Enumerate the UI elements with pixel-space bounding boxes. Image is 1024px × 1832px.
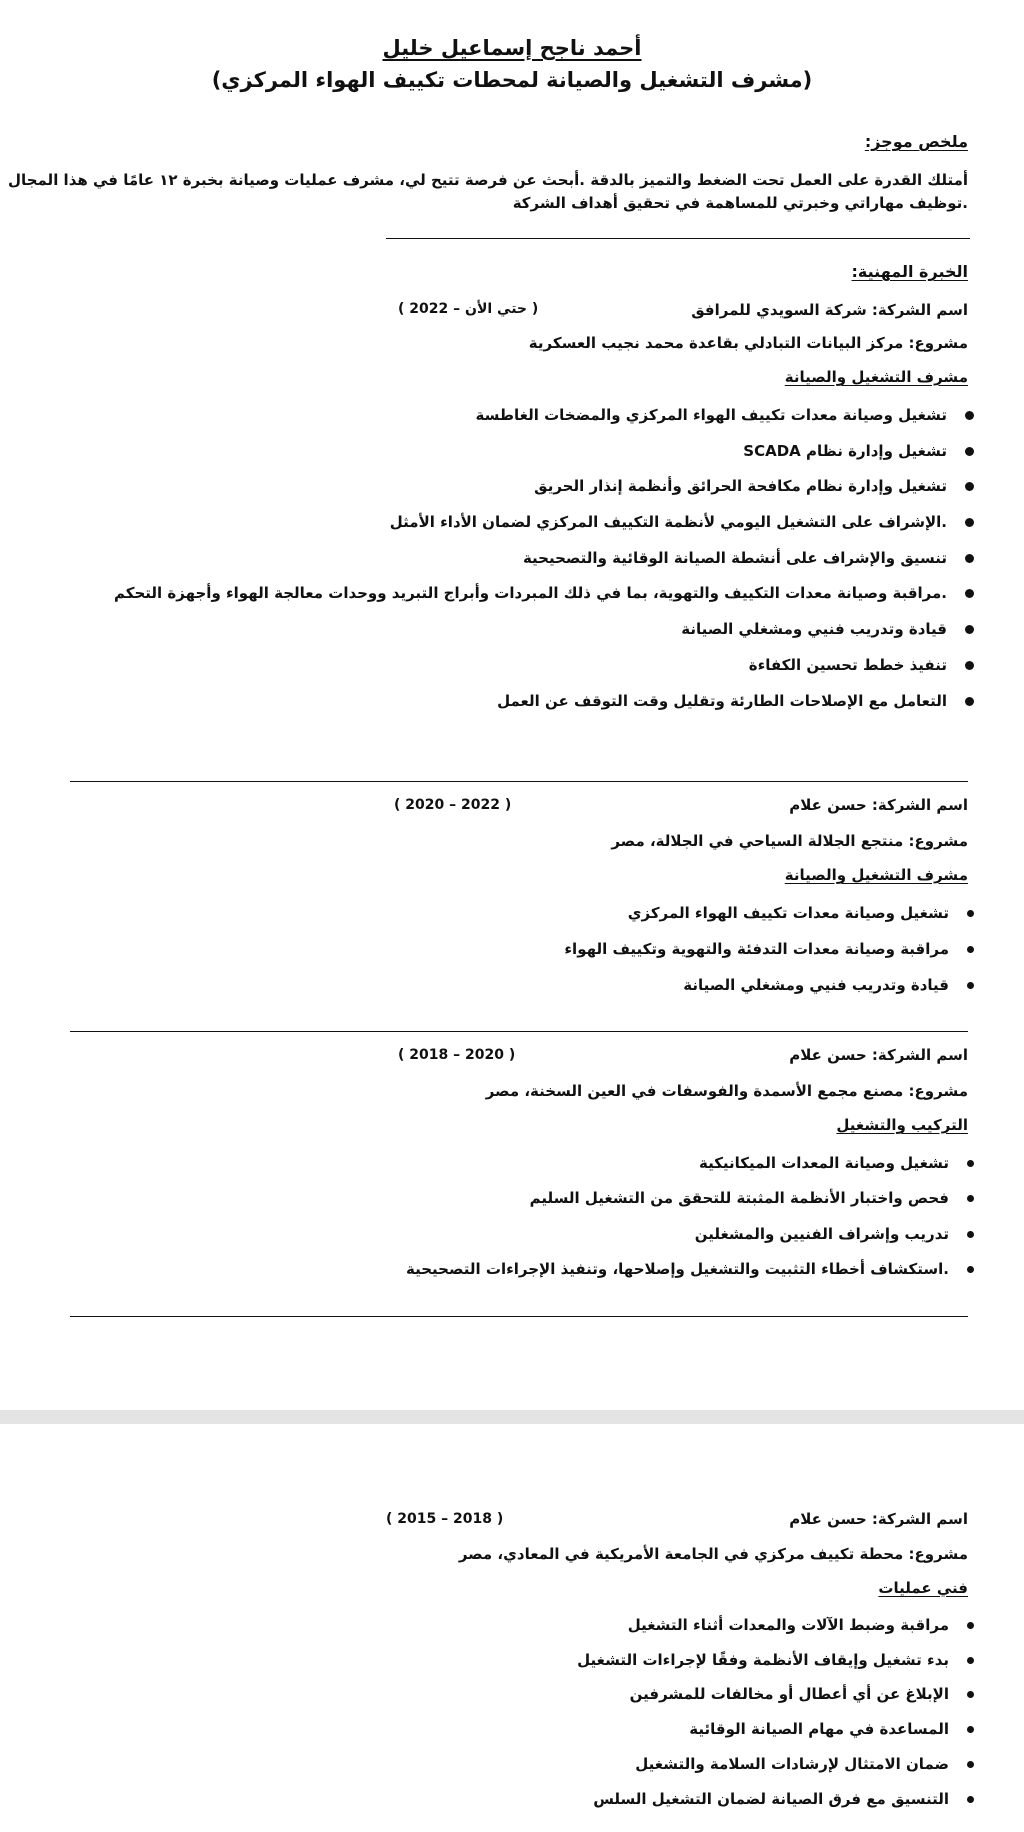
bullet-icon: [965, 625, 974, 634]
job-1-role: مشرف التشغيل والصيانة: [784, 368, 968, 386]
bullet-icon: [967, 1657, 974, 1664]
list-item: [743, 439, 974, 463]
duty-text: تشغيل وإدارة نظام مكافحة الحرائق وأنظمة إنذار الحريق: [534, 477, 947, 495]
duty-text: فحص واختبار الأنظمة المثبتة للتحقق من التشغيل السليم: [529, 1189, 949, 1207]
list-item: [695, 1222, 974, 1246]
job-4-company: اسم الشركة: حسن علام: [789, 1510, 968, 1528]
page-separator: [0, 1410, 1024, 1424]
bullet-icon: [967, 1691, 974, 1698]
bullet-icon: [967, 1231, 974, 1238]
summary-line-1: أمتلك القدرة على العمل تحت الضغط والتميز بالدقة .أبحث عن فرصة تتيح لي، مشرف عمليات وصيانة بخبرة ١٢ عامًا في هذا المجال: [8, 171, 968, 189]
duty-text: بدء تشغيل وإيقاف الأنظمة وفقًا لإجراءات التشغيل: [577, 1651, 949, 1669]
duty-text: مراقبة وصيانة معدات التدفئة والتهوية وتكييف الهواء: [564, 940, 949, 958]
duty-text: تشغيل وصيانة المعدات الميكانيكية: [698, 1154, 949, 1172]
duty-text: تشغيل وصيانة معدات تكييف الهواء المركزي: [627, 904, 949, 922]
job-2-dates: ( 2020 – 2022 ): [394, 797, 512, 813]
job-1-project: مشروع: مركز البيانات التبادلي بقاعدة محمد نجيب العسكرية: [528, 334, 968, 352]
bullet-icon: [967, 946, 974, 953]
list-item: [476, 403, 975, 427]
summary-heading: ملخص موجز:: [864, 132, 968, 151]
bullet-icon: [967, 1726, 974, 1733]
duty-text: تنسيق والإشراف على أنشطة الصيانة الوقائية والتصحيحية: [522, 549, 947, 567]
duty-text: تدريب وإشراف الفنيين والمشغلين: [694, 1225, 949, 1243]
bullet-icon: [965, 589, 974, 598]
bullet-icon: [967, 1796, 974, 1803]
bullet-icon: [965, 554, 974, 563]
list-item: [390, 510, 974, 534]
job-2-role: مشرف التشغيل والصيانة: [784, 866, 968, 884]
bullet-icon: [965, 411, 974, 420]
summary-line-2: .توظيف مهاراتي وخبرتي للمساهمة في تحقيق أهداف الشركة: [512, 194, 968, 212]
list-item: [689, 1717, 974, 1741]
job-3-company: اسم الشركة: حسن علام: [789, 1046, 968, 1064]
duty-text: المساعدة في مهام الصيانة الوقائية: [689, 1720, 949, 1738]
bullet-icon: [967, 982, 974, 989]
candidate-title: (مشرف التشغيل والصيانة لمحطات تكييف الهواء المركزي): [211, 68, 813, 92]
list-item: [523, 546, 974, 570]
list-item: [564, 937, 974, 961]
bullet-icon: [965, 697, 974, 706]
duty-text: التعامل مع الإصلاحات الطارئة وتقليل وقت التوقف عن العمل: [497, 692, 947, 710]
list-item: [749, 653, 974, 677]
job-2-project: مشروع: منتجع الجلالة السياحي في الجلالة، مصر: [611, 832, 968, 850]
duty-text: تشغيل وإدارة نظام SCADA: [743, 442, 947, 460]
job-1-company: اسم الشركة: شركة السويدي للمرافق: [691, 301, 968, 319]
list-item: [577, 1648, 974, 1672]
list-item: [497, 689, 974, 713]
list-item: [630, 1682, 974, 1706]
resume-page-2: [0, 1424, 1024, 1832]
list-item: [683, 973, 974, 997]
duty-text: الإبلاغ عن أي أعطال أو مخالفات للمشرفين: [629, 1685, 949, 1703]
list-item: [628, 901, 974, 925]
list-item: [699, 1151, 974, 1175]
job-3-role: التركيب والتشغيل: [836, 1116, 968, 1134]
bullet-icon: [967, 1195, 974, 1202]
job-3-dates: ( 2018 – 2020 ): [398, 1047, 516, 1063]
job-4-dates: ( 2015 – 2018 ): [386, 1511, 504, 1527]
job-3-project: مشروع: مصنع مجمع الأسمدة والفوسفات في العين السخنة، مصر: [485, 1082, 968, 1100]
experience-heading: الخبرة المهنية:: [851, 262, 968, 281]
divider: [70, 1316, 968, 1317]
duty-text: ضمان الامتثال لإرشادات السلامة والتشغيل: [635, 1755, 949, 1773]
duty-text: تشغيل وصيانة معدات تكييف الهواء المركزي والمضخات الغاطسة: [475, 406, 947, 424]
duty-text: التنسيق مع فرق الصيانة لضمان التشغيل السلس: [593, 1790, 949, 1808]
duty-text: .مراقبة وصيانة معدات التكييف والتهوية، بما في ذلك المبردات وأبراج التبريد ووحدات معالجة الهواء وأجهزة التحكم: [113, 584, 947, 602]
list-item: [530, 1186, 974, 1210]
list-item: [593, 1787, 974, 1811]
list-item: [406, 1257, 974, 1281]
bullet-icon: [967, 1761, 974, 1768]
bullet-icon: [967, 1622, 974, 1629]
list-item: [534, 474, 974, 498]
duty-text: .الإشراف على التشغيل اليومي لأنظمة التكييف المركزي لضمان الأداء الأمثل: [389, 513, 947, 531]
bullet-icon: [965, 661, 974, 670]
candidate-name: أحمد ناجح إسماعيل خليل: [382, 36, 642, 60]
list-item: [114, 581, 974, 605]
duty-text: قيادة وتدريب فنيي ومشغلي الصيانة: [683, 976, 949, 994]
job-1-dates: ( 2022 – حتي الأن ): [398, 301, 539, 317]
job-2-company: اسم الشركة: حسن علام: [789, 796, 968, 814]
bullet-icon: [967, 910, 974, 917]
job-4-role: فني عمليات: [878, 1579, 968, 1597]
duty-text: قيادة وتدريب فنيي ومشغلي الصيانة: [681, 620, 947, 638]
duty-text: تنفيذ خطط تحسين الكفاءة: [748, 656, 947, 674]
duty-text: مراقبة وضبط الآلات والمعدات أثناء التشغيل: [627, 1616, 949, 1634]
job-4-project: مشروع: محطة تكييف مركزي في الجامعة الأمريكية في المعادي، مصر: [458, 1545, 968, 1563]
bullet-icon: [965, 518, 974, 527]
list-item: [628, 1613, 974, 1637]
divider: [70, 1031, 968, 1032]
bullet-icon: [967, 1266, 974, 1273]
bullet-icon: [967, 1160, 974, 1167]
divider: [70, 781, 968, 782]
bullet-icon: [965, 482, 974, 491]
list-item: [681, 617, 974, 641]
duty-text: .استكشاف أخطاء التثبيت والتشغيل وإصلاحها، وتنفيذ الإجراءات التصحيحية: [406, 1260, 949, 1278]
list-item: [635, 1752, 974, 1776]
divider: [386, 238, 970, 239]
bullet-icon: [965, 447, 974, 456]
